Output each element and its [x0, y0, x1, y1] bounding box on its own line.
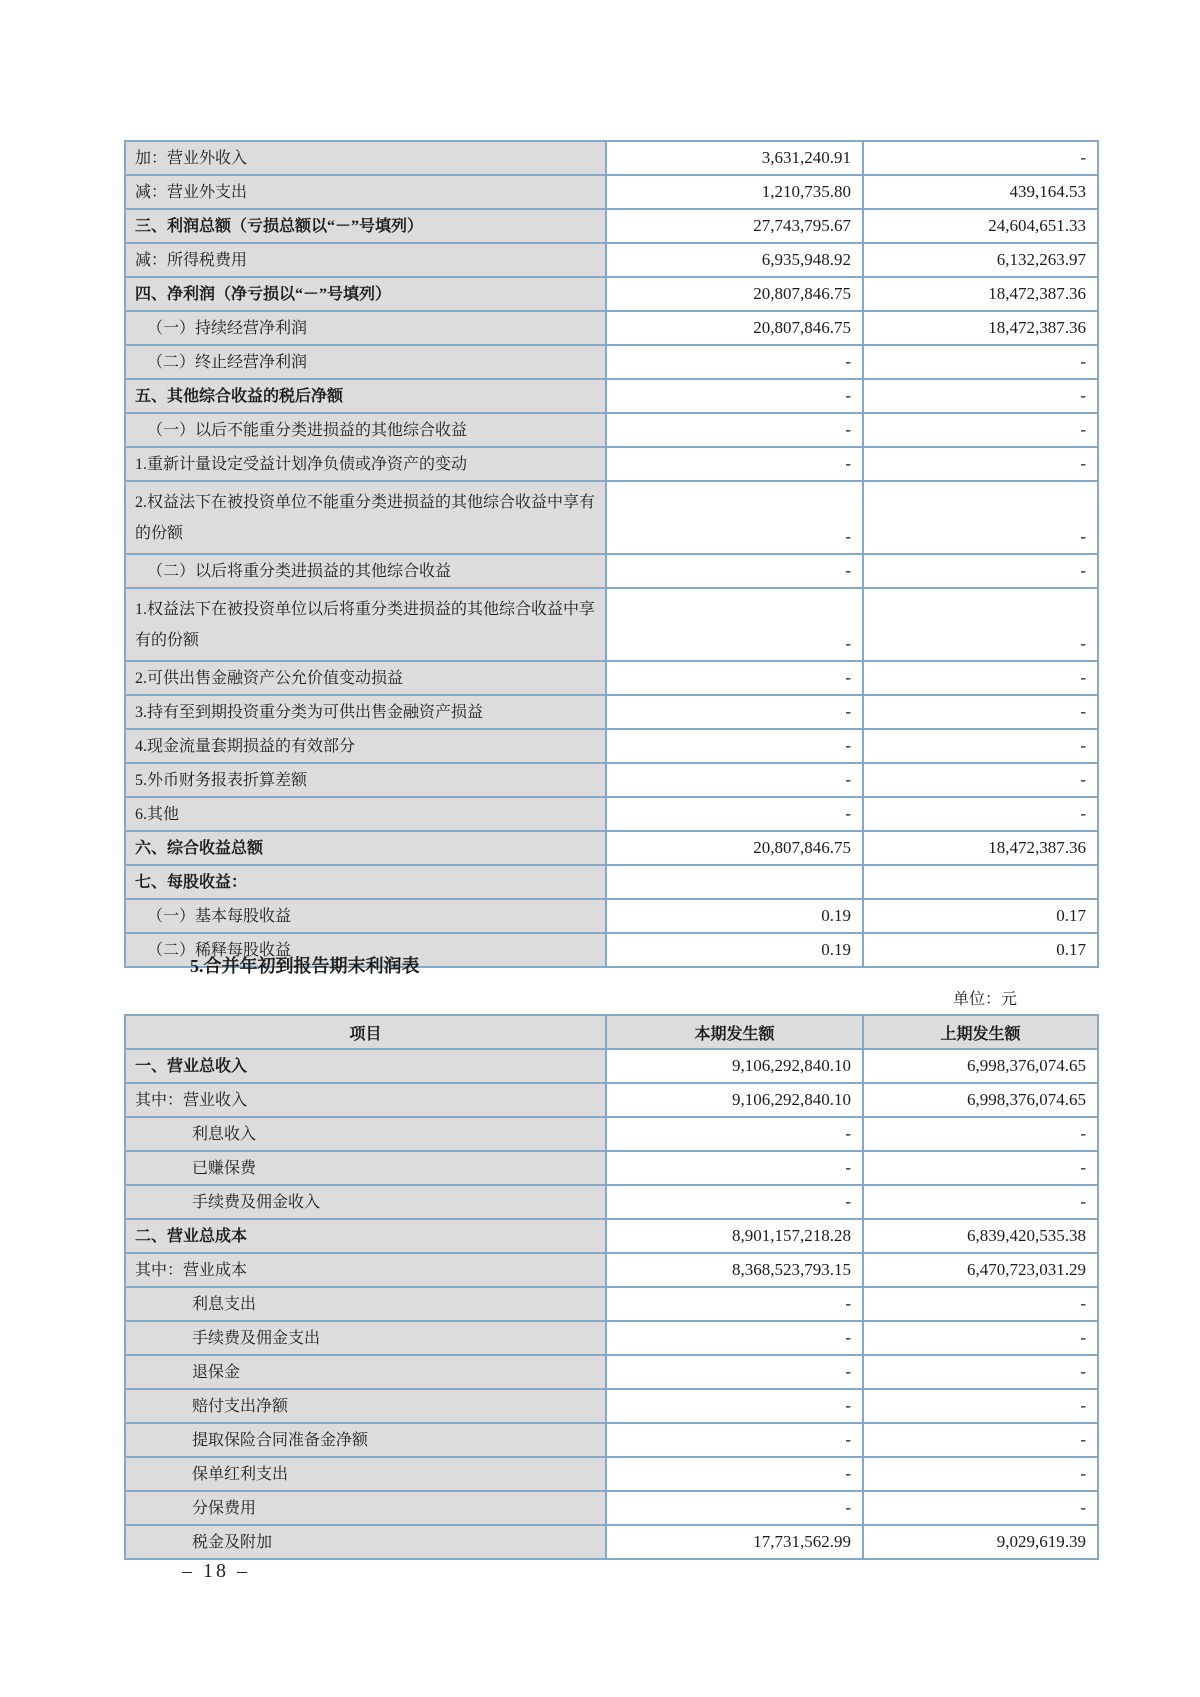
- row-label-cell: 手续费及佣金支出: [125, 1321, 606, 1355]
- table-row: [125, 695, 1098, 729]
- table-row: [125, 1389, 1098, 1423]
- current-period-value-cell: -: [606, 763, 863, 797]
- table-row: [125, 209, 1098, 243]
- row-label-cell: 6.其他: [125, 797, 606, 831]
- prior-period-value-cell: -: [863, 1423, 1098, 1457]
- current-period-value-cell: -: [606, 588, 863, 661]
- row-label-cell: 5.外币财务报表折算差额: [125, 763, 606, 797]
- current-period-value-cell: 27,743,795.67: [606, 209, 863, 243]
- table-row: [125, 661, 1098, 695]
- row-label-cell: 一、营业总收入: [125, 1049, 606, 1083]
- row-label-cell: 加：营业外收入: [125, 141, 606, 175]
- current-period-value-cell: -: [606, 695, 863, 729]
- table-row: [125, 831, 1098, 865]
- table-row: [125, 865, 1098, 899]
- table-row: [125, 1185, 1098, 1219]
- prior-period-value-cell: -: [863, 481, 1098, 554]
- table-row: [125, 141, 1098, 175]
- prior-period-value-cell: -: [863, 729, 1098, 763]
- current-period-value-cell: -: [606, 554, 863, 588]
- table-row: [125, 1355, 1098, 1389]
- row-label-cell: 七、每股收益：: [125, 865, 606, 899]
- column-header-prior-period: 上期发生额: [863, 1015, 1098, 1049]
- current-period-value-cell: -: [606, 379, 863, 413]
- prior-period-value-cell: 0.17: [863, 899, 1098, 933]
- prior-period-value-cell: -: [863, 797, 1098, 831]
- current-period-value-cell: 8,368,523,793.15: [606, 1253, 863, 1287]
- table-row: [125, 379, 1098, 413]
- row-label-cell: 退保金: [125, 1355, 606, 1389]
- prior-period-value-cell: -: [863, 379, 1098, 413]
- table-row: [125, 1253, 1098, 1287]
- prior-period-value-cell: 6,998,376,074.65: [863, 1049, 1098, 1083]
- row-label-cell: 4.现金流量套期损益的有效部分: [125, 729, 606, 763]
- current-period-value-cell: 3,631,240.91: [606, 141, 863, 175]
- table-header-row: [125, 1015, 1098, 1049]
- column-header-current-period: 本期发生额: [606, 1015, 863, 1049]
- row-label-cell: 3.持有至到期投资重分类为可供出售金融资产损益: [125, 695, 606, 729]
- prior-period-value-cell: -: [863, 447, 1098, 481]
- row-label-cell: 减：所得税费用: [125, 243, 606, 277]
- prior-period-value-cell: 6,132,263.97: [863, 243, 1098, 277]
- prior-period-value-cell: 6,998,376,074.65: [863, 1083, 1098, 1117]
- prior-period-value-cell: 6,470,723,031.29: [863, 1253, 1098, 1287]
- current-period-value-cell: -: [606, 447, 863, 481]
- row-label-cell: 利息支出: [125, 1287, 606, 1321]
- row-label-cell: （二）终止经营净利润: [125, 345, 606, 379]
- current-period-value-cell: -: [606, 729, 863, 763]
- prior-period-value-cell: -: [863, 1117, 1098, 1151]
- table-row: [125, 554, 1098, 588]
- unit-label: 单位：元: [952, 991, 1017, 1008]
- current-period-value-cell: -: [606, 1287, 863, 1321]
- table-row: [125, 899, 1098, 933]
- row-label-cell: 2.可供出售金融资产公允价值变动损益: [125, 661, 606, 695]
- row-label-cell: 减：营业外支出: [125, 175, 606, 209]
- table-row: [125, 447, 1098, 481]
- table-row: [125, 1219, 1098, 1253]
- row-label-cell: （二）以后将重分类进损益的其他综合收益: [125, 554, 606, 588]
- prior-period-value-cell: 24,604,651.33: [863, 209, 1098, 243]
- current-period-value-cell: -: [606, 797, 863, 831]
- row-label-cell: 二、营业总成本: [125, 1219, 606, 1253]
- section-title: 5.合并年初到报告期末利润表: [190, 956, 420, 976]
- prior-period-value-cell: 439,164.53: [863, 175, 1098, 209]
- row-label-cell: 提取保险合同准备金净额: [125, 1423, 606, 1457]
- prior-period-value-cell: -: [863, 588, 1098, 661]
- current-period-value-cell: -: [606, 1457, 863, 1491]
- current-period-value-cell: -: [606, 481, 863, 554]
- row-label-cell: 已赚保费: [125, 1151, 606, 1185]
- prior-period-value-cell: -: [863, 1355, 1098, 1389]
- table-row: [125, 1083, 1098, 1117]
- prior-period-value-cell: -: [863, 413, 1098, 447]
- row-label-cell: 利息收入: [125, 1117, 606, 1151]
- current-period-value-cell: -: [606, 1423, 863, 1457]
- row-label-cell: 赔付支出净额: [125, 1389, 606, 1423]
- current-period-value-cell: -: [606, 345, 863, 379]
- table-row: [125, 797, 1098, 831]
- current-period-value-cell: -: [606, 413, 863, 447]
- prior-period-value-cell: 18,472,387.36: [863, 311, 1098, 345]
- prior-period-value-cell: 9,029,619.39: [863, 1525, 1098, 1559]
- table-row: [125, 1525, 1098, 1559]
- row-label-cell: 1.重新计量设定受益计划净负债或净资产的变动: [125, 447, 606, 481]
- current-period-value-cell: 20,807,846.75: [606, 831, 863, 865]
- table-row: [125, 729, 1098, 763]
- prior-period-value-cell: [863, 865, 1098, 899]
- table-row: [125, 243, 1098, 277]
- table-row: [125, 1117, 1098, 1151]
- current-period-value-cell: -: [606, 1321, 863, 1355]
- table-row: [125, 1321, 1098, 1355]
- prior-period-value-cell: -: [863, 1389, 1098, 1423]
- row-label-cell: 保单红利支出: [125, 1457, 606, 1491]
- row-label-cell: 税金及附加: [125, 1525, 606, 1559]
- prior-period-value-cell: -: [863, 345, 1098, 379]
- current-period-value-cell: -: [606, 1151, 863, 1185]
- current-period-value-cell: 20,807,846.75: [606, 311, 863, 345]
- prior-period-value-cell: -: [863, 695, 1098, 729]
- row-label-cell: （一）基本每股收益: [125, 899, 606, 933]
- row-label-cell: 其中：营业收入: [125, 1083, 606, 1117]
- row-label-cell: 五、其他综合收益的税后净额: [125, 379, 606, 413]
- current-period-value-cell: -: [606, 1185, 863, 1219]
- table-row: [125, 345, 1098, 379]
- row-label-cell: 四、净利润（净亏损以“－”号填列）: [125, 277, 606, 311]
- row-label-cell: 六、综合收益总额: [125, 831, 606, 865]
- table-row: [125, 763, 1098, 797]
- prior-period-value-cell: -: [863, 661, 1098, 695]
- page-number: – 18 –: [182, 1560, 250, 1582]
- current-period-value-cell: 0.19: [606, 899, 863, 933]
- table-row: [125, 481, 1098, 554]
- row-label-cell: 1.权益法下在被投资单位以后将重分类进损益的其他综合收益中享有的份额: [125, 588, 606, 661]
- current-period-value-cell: [606, 865, 863, 899]
- current-period-value-cell: 0.19: [606, 933, 863, 967]
- current-period-value-cell: 6,935,948.92: [606, 243, 863, 277]
- prior-period-value-cell: 18,472,387.36: [863, 277, 1098, 311]
- row-label-cell: 分保费用: [125, 1491, 606, 1525]
- income-statement-continued-table: [124, 140, 1099, 968]
- table-row: [125, 1423, 1098, 1457]
- table-row: [125, 311, 1098, 345]
- current-period-value-cell: 9,106,292,840.10: [606, 1083, 863, 1117]
- current-period-value-cell: -: [606, 1117, 863, 1151]
- table-row: [125, 277, 1098, 311]
- prior-period-value-cell: -: [863, 1151, 1098, 1185]
- row-label-cell: （一）以后不能重分类进损益的其他综合收益: [125, 413, 606, 447]
- prior-period-value-cell: -: [863, 763, 1098, 797]
- table-row: [125, 588, 1098, 661]
- prior-period-value-cell: -: [863, 554, 1098, 588]
- current-period-value-cell: -: [606, 1389, 863, 1423]
- row-label-cell: （二）稀释每股收益: [125, 933, 606, 967]
- table-row: [125, 1457, 1098, 1491]
- row-label-cell: （一）持续经营净利润: [125, 311, 606, 345]
- table-row: [125, 1049, 1098, 1083]
- table-row: [125, 413, 1098, 447]
- current-period-value-cell: 8,901,157,218.28: [606, 1219, 863, 1253]
- table-row: [125, 1151, 1098, 1185]
- table-row: [125, 1491, 1098, 1525]
- current-period-value-cell: 20,807,846.75: [606, 277, 863, 311]
- current-period-value-cell: -: [606, 1355, 863, 1389]
- prior-period-value-cell: -: [863, 1321, 1098, 1355]
- column-header-item: 项目: [125, 1015, 606, 1049]
- prior-period-value-cell: 0.17: [863, 933, 1098, 967]
- prior-period-value-cell: -: [863, 141, 1098, 175]
- prior-period-value-cell: 6,839,420,535.38: [863, 1219, 1098, 1253]
- ytd-income-statement-table: [124, 1014, 1099, 1560]
- prior-period-value-cell: -: [863, 1185, 1098, 1219]
- current-period-value-cell: 9,106,292,840.10: [606, 1049, 863, 1083]
- row-label-cell: 其中：营业成本: [125, 1253, 606, 1287]
- prior-period-value-cell: -: [863, 1491, 1098, 1525]
- current-period-value-cell: 17,731,562.99: [606, 1525, 863, 1559]
- row-label-cell: 手续费及佣金收入: [125, 1185, 606, 1219]
- prior-period-value-cell: -: [863, 1457, 1098, 1491]
- current-period-value-cell: -: [606, 1491, 863, 1525]
- current-period-value-cell: 1,210,735.80: [606, 175, 863, 209]
- table-row: [125, 1287, 1098, 1321]
- prior-period-value-cell: -: [863, 1287, 1098, 1321]
- table-row: [125, 175, 1098, 209]
- prior-period-value-cell: 18,472,387.36: [863, 831, 1098, 865]
- current-period-value-cell: -: [606, 661, 863, 695]
- row-label-cell: 2.权益法下在被投资单位不能重分类进损益的其他综合收益中享有的份额: [125, 481, 606, 554]
- row-label-cell: 三、利润总额（亏损总额以“－”号填列）: [125, 209, 606, 243]
